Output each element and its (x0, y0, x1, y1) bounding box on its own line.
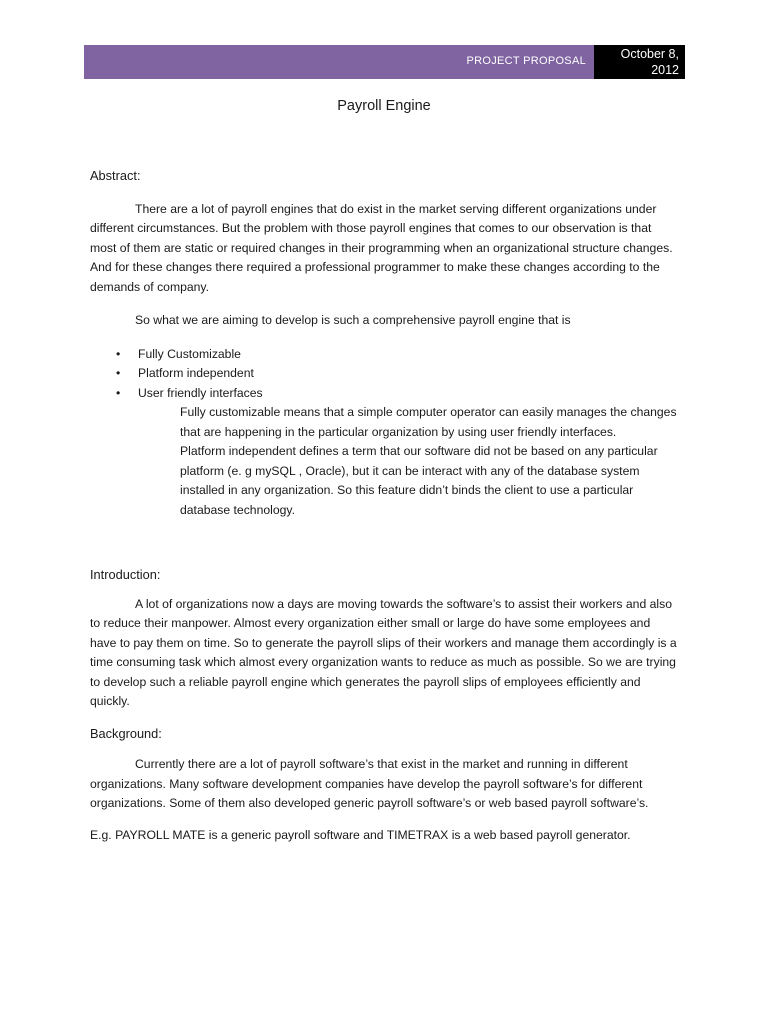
bullet-icon: • (116, 366, 121, 380)
platform-detail: Platform independent defines a term that our software did not be based on any particular platform (e. g mySQL , Oracle), but it can be interact with any of the database system installed in any organization. So this feature didn’t binds the client to use a particular database technology. (180, 444, 658, 517)
list-item (90, 384, 680, 404)
bullet-icon: • (116, 346, 121, 361)
header-date-line2: 2012 (651, 63, 679, 77)
customizable-detail: Fully customizable means that a simple computer operator can easily manages the changes that are happening in the particular organization by using user friendly interfaces. (180, 405, 677, 439)
background-example: E.g. PAYROLL MATE is a generic payroll software and TIMETRAX is a web based payroll generator. (90, 827, 631, 842)
abstract-paragraph: There are a lot of payroll engines that do exist in the market serving different organizations under different circumstances. But the problem with those payroll engines that comes to our observation is that most of them are static or required changes in their programming when an organizational structure changes. And for these changes there required a professional programmer to make these changes according to the demands of company. (90, 201, 673, 294)
header-section-label: PROJECT PROPOSAL (466, 55, 586, 67)
list-item (90, 364, 680, 384)
list-item-label: Fully Customizable (138, 346, 241, 361)
header-date-line1: October 8, (620, 47, 679, 61)
feature-list (90, 345, 680, 404)
header-date (594, 45, 685, 79)
introduction-heading: Introduction: (90, 567, 161, 582)
list-item-label: Platform independent (138, 366, 254, 380)
document-title: Payroll Engine (337, 98, 431, 114)
background-heading: Background: (90, 725, 162, 741)
list-item-label: User friendly interfaces (138, 385, 263, 400)
abstract-aim: So what we are aiming to develop is such a comprehensive payroll engine that is (135, 313, 571, 327)
introduction-paragraph: A lot of organizations now a days are moving towards the software’s to assist their workers and also to reduce their manpower. Almost every organization either small or large do have some employees and have to pay them on time. So to generate the payroll slips of their workers and manage them accordingly is a time consuming task which almost every organization wants to reduce as much as possible. So we are trying to develop such a reliable payroll engine which generates the payroll slips of employees efficiently and quickly. (90, 596, 677, 708)
abstract-heading: Abstract: (90, 168, 141, 183)
header-bar (84, 45, 594, 79)
background-paragraph: Currently there are a lot of payroll software’s that exist in the market and running in different organizations. Many software development companies have develop the payroll software’s for different organizations. Some of them also developed generic payroll software’s or web based payroll software’s. (90, 757, 649, 810)
document-body (90, 166, 680, 845)
list-item (90, 345, 680, 365)
bullet-icon: • (116, 385, 121, 400)
